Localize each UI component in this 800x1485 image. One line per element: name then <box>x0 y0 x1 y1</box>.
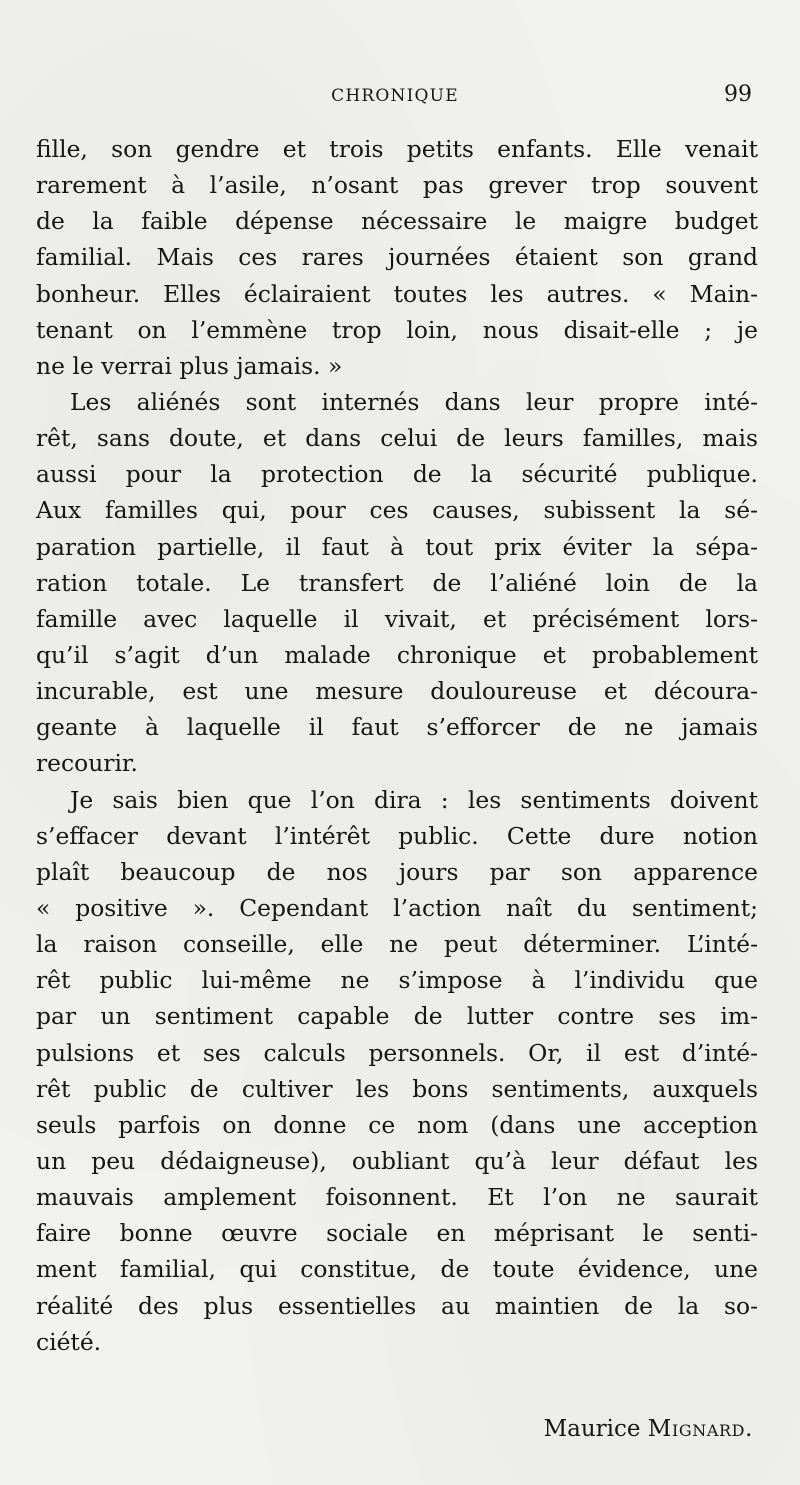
text-line: paration partielle, il faut à tout prix éviter la sépa- <box>36 532 758 561</box>
running-head: CHRONIQUE <box>331 86 459 106</box>
article-body <box>36 131 758 1360</box>
author-last-name: Mignard. <box>647 1416 753 1442</box>
text-line: pulsions et ses calculs personnels. Or, il est d’inté- <box>36 1038 758 1067</box>
text-line: « positive ». Cependant l’action naît du sentiment; <box>36 893 758 922</box>
text-line: geante à laquelle il faut s’efforcer de ne jamais <box>36 713 758 742</box>
text-line: plaît beaucoup de nos jours par son apparence <box>36 857 758 886</box>
paragraph-first-line: Je sais bien que l’on dira : les sentiments doivent <box>70 785 758 814</box>
text-line: s’effacer devant l’intérêt public. Cette dure notion <box>36 821 758 850</box>
text-line: aussi pour la protection de la sécurité publique. <box>36 460 758 489</box>
text-line: ne le verrai plus jamais. » <box>36 351 343 380</box>
text-line: faire bonne œuvre sociale en méprisant le senti- <box>36 1219 758 1248</box>
text-line: par un sentiment capable de lutter contre ses im- <box>36 1002 758 1031</box>
page-header <box>36 84 754 114</box>
text-line: rarement à l’asile, n’osant pas grever trop souvent <box>36 171 758 200</box>
text-line: recourir. <box>36 749 138 778</box>
text-line: la raison conseille, elle ne peut déterminer. L’inté- <box>36 930 758 959</box>
text-line: ration totale. Le transfert de l’aliéné loin de la <box>36 568 758 597</box>
text-line: rêt public de cultiver les bons sentiments, auxquels <box>36 1074 758 1103</box>
author-signature <box>544 1414 753 1444</box>
text-line: qu’il s’agit d’un malade chronique et probablement <box>36 640 758 669</box>
author-first-name: Maurice <box>543 1416 641 1442</box>
text-line: tenant on l’emmène trop loin, nous disait-elle ; je <box>36 315 758 344</box>
text-line: un peu dédaigneuse), oubliant qu’à leur défaut les <box>36 1146 758 1175</box>
page-number: 99 <box>724 82 752 107</box>
paragraph-first-line: Les aliénés sont internés dans leur propre inté- <box>70 387 758 416</box>
text-line: mauvais amplement foisonnent. Et l’on ne saurait <box>36 1183 758 1212</box>
text-line: de la faible dépense nécessaire le maigre budget <box>36 207 758 236</box>
text-line: Aux familles qui, pour ces causes, subissent la sé- <box>36 496 758 525</box>
text-line: seuls parfois on donne ce nom (dans une acception <box>36 1110 758 1139</box>
text-line: incurable, est une mesure douloureuse et découra- <box>36 677 758 706</box>
text-line: fille, son gendre et trois petits enfants. Elle venait <box>36 135 758 163</box>
text-line: ment familial, qui constitue, de toute évidence, une <box>36 1255 758 1284</box>
text-line: rêt public lui-même ne s’impose à l’individu que <box>36 966 758 995</box>
text-line: rêt, sans doute, et dans celui de leurs familles, mais <box>36 424 758 453</box>
text-line: bonheur. Elles éclairaient toutes les autres. « Main- <box>36 279 758 308</box>
text-line: famille avec laquelle il vivait, et précisément lors- <box>36 604 758 633</box>
text-line: ciété. <box>36 1327 102 1356</box>
text-line: familial. Mais ces rares journées étaient son grand <box>36 243 758 272</box>
text-line: réalité des plus essentielles au maintien de la so- <box>36 1291 758 1320</box>
